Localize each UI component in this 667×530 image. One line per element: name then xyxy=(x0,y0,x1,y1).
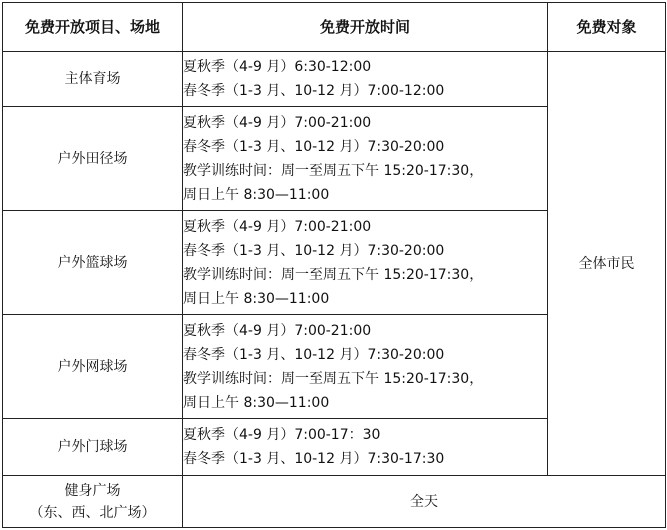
times-cell xyxy=(183,315,548,419)
venue-cell: 户外田径场 xyxy=(3,107,183,211)
table-row xyxy=(3,476,666,528)
time-line: 夏秋季（4-9 月）7:00-21:00 xyxy=(183,218,372,235)
time-line: 春冬季（1-3 月、10-12 月）7:30-20:00 xyxy=(183,346,445,363)
time-line: 周日上午 8:30—11:00 xyxy=(183,394,330,411)
venue-cell: 主体育场 xyxy=(3,52,183,107)
time-line: 春冬季（1-3 月、10-12 月）7:30-17:30 xyxy=(183,451,445,467)
time-line: 教学训练时间：周一至周五下午 15:20-17:30， xyxy=(183,162,484,179)
table-row xyxy=(3,52,666,107)
venue-cell: 户外篮球场 xyxy=(3,211,183,315)
times-cell xyxy=(183,211,548,315)
time-line: 教学训练时间：周一至周五下午 15:20-17:30， xyxy=(183,266,484,283)
time-line: 周日上午 8:30—11:00 xyxy=(183,186,330,203)
time-line: 夏秋季（4-9 月）7:00-21:00 xyxy=(183,322,372,339)
time-line: 春冬季（1-3 月、10-12 月）7:30-20:00 xyxy=(183,138,445,155)
free-opening-schedule-table xyxy=(2,2,666,528)
time-line: 春冬季（1-3 月、10-12 月）7:00-12:00 xyxy=(183,83,445,99)
header-venue: 免费开放项目、场地 xyxy=(3,3,183,52)
venue-name: 健身广场 xyxy=(64,482,121,499)
venue-cell: 户外门球场 xyxy=(3,419,183,476)
time-line: 教学训练时间：周一至周五下午 15:20-17:30， xyxy=(183,370,484,387)
time-line: 夏秋季（4-9 月）7:00-21:00 xyxy=(183,114,372,131)
header-times: 免费开放时间 xyxy=(183,3,548,52)
times-cell xyxy=(183,52,548,107)
venue-subname: （东、西、北广场） xyxy=(29,504,156,521)
header-target: 免费对象 xyxy=(548,3,666,52)
time-line: 春冬季（1-3 月、10-12 月）7:30-20:00 xyxy=(183,242,445,259)
time-line: 周日上午 8:30—11:00 xyxy=(183,290,330,307)
target-cell: 全体市民 xyxy=(548,52,666,476)
venue-cell: 户外网球场 xyxy=(3,315,183,419)
all-day-cell: 全天 xyxy=(183,476,666,528)
time-line: 夏秋季（4-9 月）7:00-17：30 xyxy=(183,427,381,443)
times-cell xyxy=(183,419,548,476)
time-line: 夏秋季（4-9 月）6:30-12:00 xyxy=(183,59,372,75)
header-row xyxy=(3,3,666,52)
venue-cell xyxy=(3,476,183,528)
times-cell xyxy=(183,107,548,211)
